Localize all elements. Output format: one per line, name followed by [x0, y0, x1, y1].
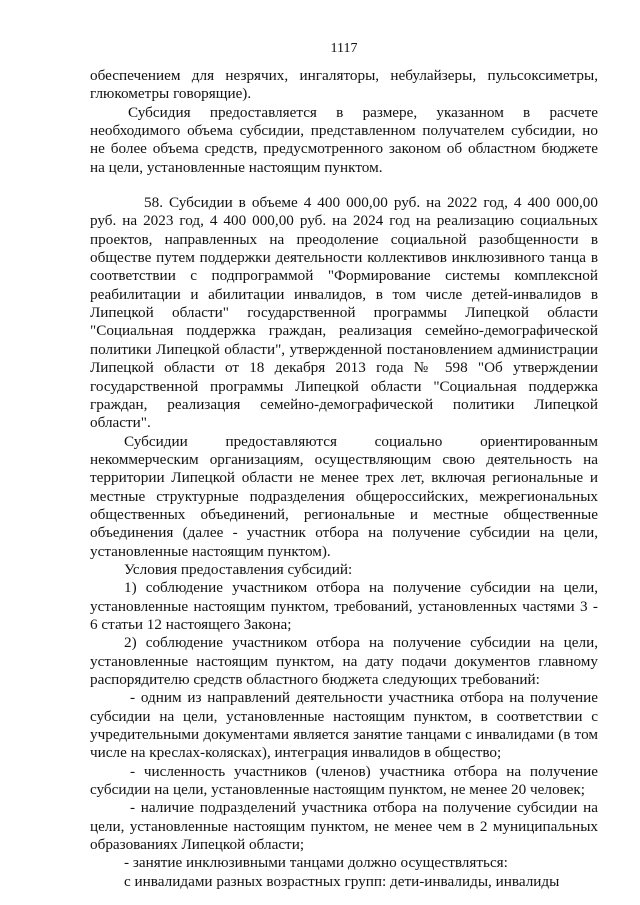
paragraph-requirement-branches: - наличие подразделений участника отбора на получение субсидии на цели, установленные настоящим пунктом, не менее чем в 2 муниципальных образованиях Липецкой области;	[90, 799, 598, 854]
paragraph-subsidy-amount: Субсидия предоставляется в размере, указанном в расчете необходимого объема субсидии, представленном получателем субсидии, но не более объема средств, предусмотренного законом об областном бюджете на цели, установленные настоящим пунктом.	[90, 103, 598, 176]
paragraph-requirement-activity: - одним из направлений деятельности участника отбора на получение субсидии на цели, установленные настоящим пунктом, в соответствии с учредительными документами является занятие танцами с инвалидами (в том числе на креслах-колясках), интеграция инвалидов в общество;	[90, 689, 598, 762]
paragraph-condition-2: 2) соблюдение участником отбора на получение субсидии на цели, установленные настоящим пунктом, на дату подачи документов главному распорядителю средств областного бюджета следующих требований:	[90, 634, 598, 688]
document-body	[90, 67, 598, 891]
paragraph-condition-1: 1) соблюдение участником отбора на получение субсидии на цели, установленные настоящим пунктом, требований, установленных частями 3 - 6 статьи 12 настоящего Закона;	[90, 579, 598, 633]
paragraph-subsidy-recipients: Субсидии предоставляются социально ориентированным некоммерческим организациям, осуществляющим свою деятельность на территории Липецкой области не менее трех лет, включая региональные и местные структурные подразделения общероссийских, межрегиональных общественных объединений, региональные и местные общественные объединения (далее - участник отбора на получение субсидии на цели, установленные настоящим пунктом).	[90, 432, 598, 560]
paragraph-inclusive-dance-heading: - занятие инклюзивными танцами должно осуществляться:	[124, 854, 508, 872]
paragraph-item-58: 58. Субсидии в объеме 4 400 000,00 руб. на 2022 год, 4 400 000,00 руб. на 2023 год, 4 400 000,00 руб. на 2024 год на реализацию социальных проектов, направленных на преодоление социальной разобщенности в обществе путем поддержки деятельности коллективов инклюзивного танца в соответствии с подпрограммой "Формирование системы комплексной реабилитации и абилитации инвалидов, в том числе детей-инвалидов в Липецкой области" государственной программы Липецкой области "Социальная поддержка граждан, реализация семейно-демографической политики Липецкой области", утвержденной постановлением администрации Липецкой области от 18 декабря 2013 года № 598 "Об утверждении государственной программы Липецкой области "Социальная поддержка граждан, реализация семейно-демографической политики Липецкой области".	[90, 194, 598, 432]
paragraph-age-groups: с инвалидами разных возрастных групп: дети-инвалиды, инвалиды	[124, 872, 560, 890]
paragraph-requirement-members: - численность участников (членов) участника отбора на получение субсидии на цели, установленные настоящим пунктом, не менее 20 человек;	[90, 762, 598, 799]
paragraph-conditions-heading: Условия предоставления субсидий:	[124, 560, 353, 578]
page-number: 1117	[330, 41, 358, 56]
paragraph-equipment-list-end: обеспечением для незрячих, ингаляторы, небулайзеры, пульсоксиметры, глюкометры говорящие).	[90, 67, 598, 103]
